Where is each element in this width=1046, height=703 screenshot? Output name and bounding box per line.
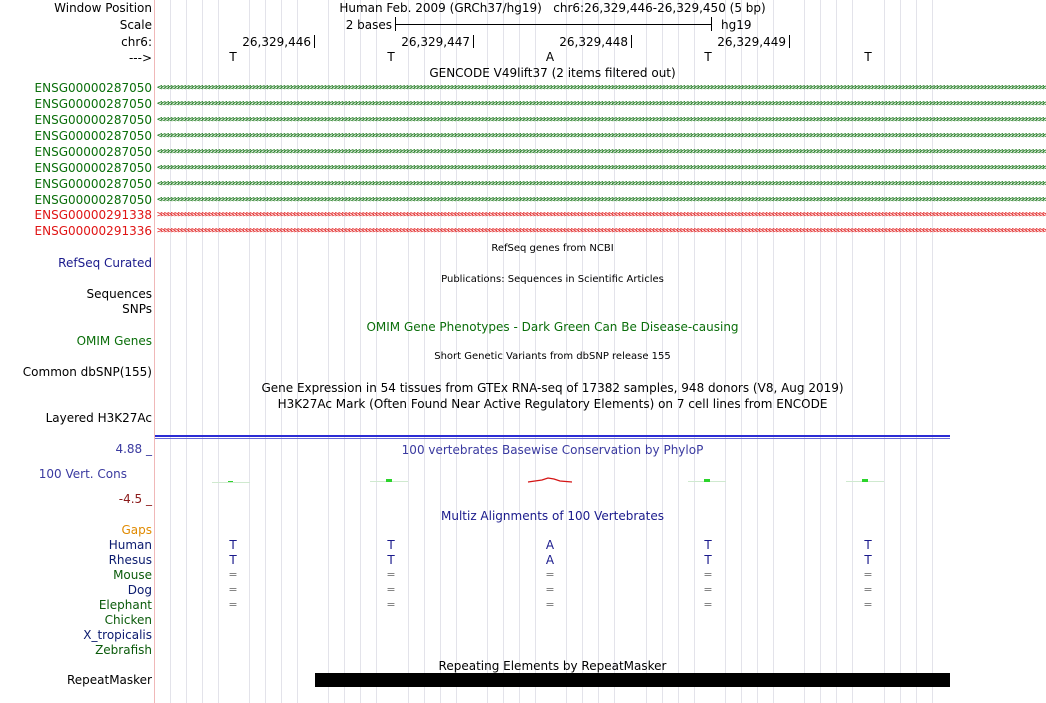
repeatmasker-track-title: Repeating Elements by RepeatMasker (438, 659, 667, 673)
coord-label: 26,329,449 (717, 35, 786, 49)
species-label[interactable]: Human (108, 538, 152, 552)
alignment-base: = (545, 568, 555, 581)
alignment-base: = (386, 568, 396, 581)
species-label[interactable]: X_tropicalis (83, 628, 152, 642)
gene-label[interactable]: ENSG00000287050 (34, 113, 152, 127)
alignment-base: = (703, 598, 713, 611)
multiz-track-title: Multiz Alignments of 100 Vertebrates (440, 509, 665, 523)
h3k27ac-label[interactable]: Layered H3K27Ac (45, 411, 152, 425)
base-letter: T (704, 50, 712, 64)
alignment-base: T (229, 538, 237, 552)
alignment-base: = (228, 598, 238, 611)
gtex-track-title: Gene Expression in 54 tissues from GTEx RNA-seq of 17382 samples, 948 donors (V8, Aug 2019) (261, 381, 844, 395)
alignment-base: = (545, 583, 555, 596)
coord-label: 26,329,448 (559, 35, 628, 49)
gene-feature[interactable]: <<<<<<<<<<<<<<<<<<<<<<<<<<<<<<<<<<<<<<<<<<<<<<<<<<<<<<<<<<<<<<<<<<<<<<<<<<<<<<<<<<<<<<<<<<<<<<<<<<<<<<<<<<<<<<<<<<<<<<<<<<<<<<<<<<<<<<<<<<<<<<<<<<<<<<<<<<<<<<<<<<<<<<<<<<<<<<<<<<<<<<<<<<<<<<<<<<<<<<<<<<<<<<<<<<<<<<<<<<<<<<<<<<<<<<<<<<<<<<<<<<<<<<<<<<<<<<<<<<<< (157, 83, 1046, 93)
alignment-base: = (863, 598, 873, 611)
coord-tick (631, 35, 632, 48)
alignment-base: A (545, 553, 555, 567)
scale-bar (395, 24, 711, 25)
alignment-base: T (387, 538, 395, 552)
dbsnp-label[interactable]: Common dbSNP(155) (22, 365, 152, 379)
phylop-label[interactable]: 100 Vert. Cons (38, 467, 127, 481)
refseq-label[interactable]: RefSeq Curated (58, 256, 152, 270)
phylop-baseline (212, 482, 250, 483)
phylop-min-value: -4.5 _ (118, 492, 152, 506)
gene-label[interactable]: ENSG00000287050 (34, 81, 152, 95)
window-position-value: Human Feb. 2009 (GRCh37/hg19) chr6:26,329,446-26,329,450 (5 bp) (339, 1, 766, 15)
alignment-base: T (704, 553, 712, 567)
phylop-bar (228, 481, 233, 482)
species-label[interactable]: Dog (127, 583, 152, 597)
alignment-base: = (386, 598, 396, 611)
omim-label[interactable]: OMIM Genes (76, 334, 152, 348)
alignment-base: = (228, 583, 238, 596)
gene-label[interactable]: ENSG00000287050 (34, 129, 152, 143)
gene-feature[interactable]: <<<<<<<<<<<<<<<<<<<<<<<<<<<<<<<<<<<<<<<<<<<<<<<<<<<<<<<<<<<<<<<<<<<<<<<<<<<<<<<<<<<<<<<<<<<<<<<<<<<<<<<<<<<<<<<<<<<<<<<<<<<<<<<<<<<<<<<<<<<<<<<<<<<<<<<<<<<<<<<<<<<<<<<<<<<<<<<<<<<<<<<<<<<<<<<<<<<<<<<<<<<<<<<<<<<<<<<<<<<<<<<<<<<<<<<<<<<<<<<<<<<<<<<<<<<<<<<<<<<< (157, 99, 1046, 109)
h3k27ac-signal-line (155, 435, 950, 437)
chrom-label: chr6: (121, 35, 152, 49)
h3k27ac-signal-line (155, 438, 950, 439)
base-letter: T (864, 50, 872, 64)
species-label[interactable]: Elephant (98, 598, 152, 612)
gene-feature[interactable]: <<<<<<<<<<<<<<<<<<<<<<<<<<<<<<<<<<<<<<<<<<<<<<<<<<<<<<<<<<<<<<<<<<<<<<<<<<<<<<<<<<<<<<<<<<<<<<<<<<<<<<<<<<<<<<<<<<<<<<<<<<<<<<<<<<<<<<<<<<<<<<<<<<<<<<<<<<<<<<<<<<<<<<<<<<<<<<<<<<<<<<<<<<<<<<<<<<<<<<<<<<<<<<<<<<<<<<<<<<<<<<<<<<<<<<<<<<<<<<<<<<<<<<<<<<<<<<<<<<<< (157, 147, 1046, 157)
gene-feature[interactable]: <<<<<<<<<<<<<<<<<<<<<<<<<<<<<<<<<<<<<<<<<<<<<<<<<<<<<<<<<<<<<<<<<<<<<<<<<<<<<<<<<<<<<<<<<<<<<<<<<<<<<<<<<<<<<<<<<<<<<<<<<<<<<<<<<<<<<<<<<<<<<<<<<<<<<<<<<<<<<<<<<<<<<<<<<<<<<<<<<<<<<<<<<<<<<<<<<<<<<<<<<<<<<<<<<<<<<<<<<<<<<<<<<<<<<<<<<<<<<<<<<<<<<<<<<<<<<<<<<<<< (157, 195, 1046, 205)
alignment-base: T (387, 553, 395, 567)
phylop-bar (862, 479, 868, 482)
base-letter: T (229, 50, 237, 64)
omim-track-title: OMIM Gene Phenotypes - Dark Green Can Be Disease-causing (366, 320, 739, 334)
phylop-bar (386, 479, 392, 482)
h3k27ac-track-title: H3K27Ac Mark (Often Found Near Active Regulatory Elements) on 7 cell lines from ENCODE (277, 397, 828, 411)
coord-tick (789, 35, 790, 48)
pubs-track-title: Publications: Sequences in Scientific Articles (441, 274, 664, 285)
gene-feature[interactable]: >>>>>>>>>>>>>>>>>>>>>>>>>>>>>>>>>>>>>>>>>>>>>>>>>>>>>>>>>>>>>>>>>>>>>>>>>>>>>>>>>>>>>>>>>>>>>>>>>>>>>>>>>>>>>>>>>>>>>>>>>>>>>>>>>>>>>>>>>>>>>>>>>>>>>>>>>>>>>>>>>>>>>>>>>>>>>>>>>>>>>>>>>>>>>>>>>>>>>>>>>>>>>>>>>>>>>>>>>>>>>>>>>>>>>>>>>>>>>>>>>>>>>>>>>>>>>>>>>>>> (157, 210, 1046, 220)
phylop-max-value: 4.88 _ (115, 442, 152, 456)
species-label[interactable]: Mouse (113, 568, 152, 582)
alignment-base: T (229, 553, 237, 567)
alignment-base: T (864, 553, 872, 567)
gene-label[interactable]: ENSG00000291338 (34, 208, 152, 222)
phylop-negative-bar (528, 477, 572, 485)
gene-feature[interactable]: <<<<<<<<<<<<<<<<<<<<<<<<<<<<<<<<<<<<<<<<<<<<<<<<<<<<<<<<<<<<<<<<<<<<<<<<<<<<<<<<<<<<<<<<<<<<<<<<<<<<<<<<<<<<<<<<<<<<<<<<<<<<<<<<<<<<<<<<<<<<<<<<<<<<<<<<<<<<<<<<<<<<<<<<<<<<<<<<<<<<<<<<<<<<<<<<<<<<<<<<<<<<<<<<<<<<<<<<<<<<<<<<<<<<<<<<<<<<<<<<<<<<<<<<<<<<<<<<<<<< (157, 163, 1046, 173)
strand-label: ---> (128, 51, 152, 65)
coord-label: 26,329,447 (401, 35, 470, 49)
gaps-label[interactable]: Gaps (121, 523, 152, 537)
alignment-base: T (704, 538, 712, 552)
gene-feature[interactable]: <<<<<<<<<<<<<<<<<<<<<<<<<<<<<<<<<<<<<<<<<<<<<<<<<<<<<<<<<<<<<<<<<<<<<<<<<<<<<<<<<<<<<<<<<<<<<<<<<<<<<<<<<<<<<<<<<<<<<<<<<<<<<<<<<<<<<<<<<<<<<<<<<<<<<<<<<<<<<<<<<<<<<<<<<<<<<<<<<<<<<<<<<<<<<<<<<<<<<<<<<<<<<<<<<<<<<<<<<<<<<<<<<<<<<<<<<<<<<<<<<<<<<<<<<<<<<<<<<<<< (157, 179, 1046, 189)
alignment-base: = (228, 568, 238, 581)
gene-label[interactable]: ENSG00000287050 (34, 161, 152, 175)
alignment-base: = (863, 568, 873, 581)
scale-bar-left-cap (395, 17, 396, 31)
gene-label[interactable]: ENSG00000287050 (34, 97, 152, 111)
scale-label: Scale (119, 18, 152, 32)
gene-label[interactable]: ENSG00000287050 (34, 193, 152, 207)
assembly-label: hg19 (721, 18, 752, 32)
gencode-track-title: GENCODE V49lift37 (2 items filtered out) (429, 66, 676, 80)
scale-bar-length: 2 bases (345, 18, 392, 32)
alignment-base: = (863, 583, 873, 596)
alignment-base: = (703, 568, 713, 581)
coord-label: 26,329,446 (242, 35, 311, 49)
window-position-label: Window Position (54, 1, 152, 15)
species-label[interactable]: Rhesus (108, 553, 152, 567)
scale-bar-right-cap (711, 17, 712, 31)
sequences-label[interactable]: Sequences (86, 287, 152, 301)
phylop-track-title: 100 vertebrates Basewise Conservation by PhyloP (401, 443, 704, 457)
repeat-element-block[interactable] (315, 673, 950, 687)
coord-tick (314, 35, 315, 48)
refseq-track-title: RefSeq genes from NCBI (491, 243, 614, 254)
gene-feature[interactable]: <<<<<<<<<<<<<<<<<<<<<<<<<<<<<<<<<<<<<<<<<<<<<<<<<<<<<<<<<<<<<<<<<<<<<<<<<<<<<<<<<<<<<<<<<<<<<<<<<<<<<<<<<<<<<<<<<<<<<<<<<<<<<<<<<<<<<<<<<<<<<<<<<<<<<<<<<<<<<<<<<<<<<<<<<<<<<<<<<<<<<<<<<<<<<<<<<<<<<<<<<<<<<<<<<<<<<<<<<<<<<<<<<<<<<<<<<<<<<<<<<<<<<<<<<<<<<<<<<<<< (157, 131, 1046, 141)
species-label[interactable]: Chicken (104, 613, 152, 627)
dbsnp-track-title: Short Genetic Variants from dbSNP release 155 (434, 351, 671, 362)
snps-label[interactable]: SNPs (122, 302, 152, 316)
gene-label[interactable]: ENSG00000291336 (34, 224, 152, 238)
gene-label[interactable]: ENSG00000287050 (34, 145, 152, 159)
alignment-base: T (864, 538, 872, 552)
alignment-base: = (545, 598, 555, 611)
alignment-base: = (386, 583, 396, 596)
gene-feature[interactable]: >>>>>>>>>>>>>>>>>>>>>>>>>>>>>>>>>>>>>>>>>>>>>>>>>>>>>>>>>>>>>>>>>>>>>>>>>>>>>>>>>>>>>>>>>>>>>>>>>>>>>>>>>>>>>>>>>>>>>>>>>>>>>>>>>>>>>>>>>>>>>>>>>>>>>>>>>>>>>>>>>>>>>>>>>>>>>>>>>>>>>>>>>>>>>>>>>>>>>>>>>>>>>>>>>>>>>>>>>>>>>>>>>>>>>>>>>>>>>>>>>>>>>>>>>>>>>>>>>>>> (157, 226, 1046, 236)
alignment-base: A (545, 538, 555, 552)
species-label[interactable]: Zebrafish (95, 643, 152, 657)
gene-label[interactable]: ENSG00000287050 (34, 177, 152, 191)
phylop-bar (704, 479, 710, 482)
alignment-base: = (703, 583, 713, 596)
coord-tick (473, 35, 474, 48)
repeatmasker-label[interactable]: RepeatMasker (66, 673, 152, 687)
gene-feature[interactable]: <<<<<<<<<<<<<<<<<<<<<<<<<<<<<<<<<<<<<<<<<<<<<<<<<<<<<<<<<<<<<<<<<<<<<<<<<<<<<<<<<<<<<<<<<<<<<<<<<<<<<<<<<<<<<<<<<<<<<<<<<<<<<<<<<<<<<<<<<<<<<<<<<<<<<<<<<<<<<<<<<<<<<<<<<<<<<<<<<<<<<<<<<<<<<<<<<<<<<<<<<<<<<<<<<<<<<<<<<<<<<<<<<<<<<<<<<<<<<<<<<<<<<<<<<<<<<<<<<<<< (157, 115, 1046, 125)
base-letter: T (387, 50, 395, 64)
base-letter: A (545, 50, 555, 64)
